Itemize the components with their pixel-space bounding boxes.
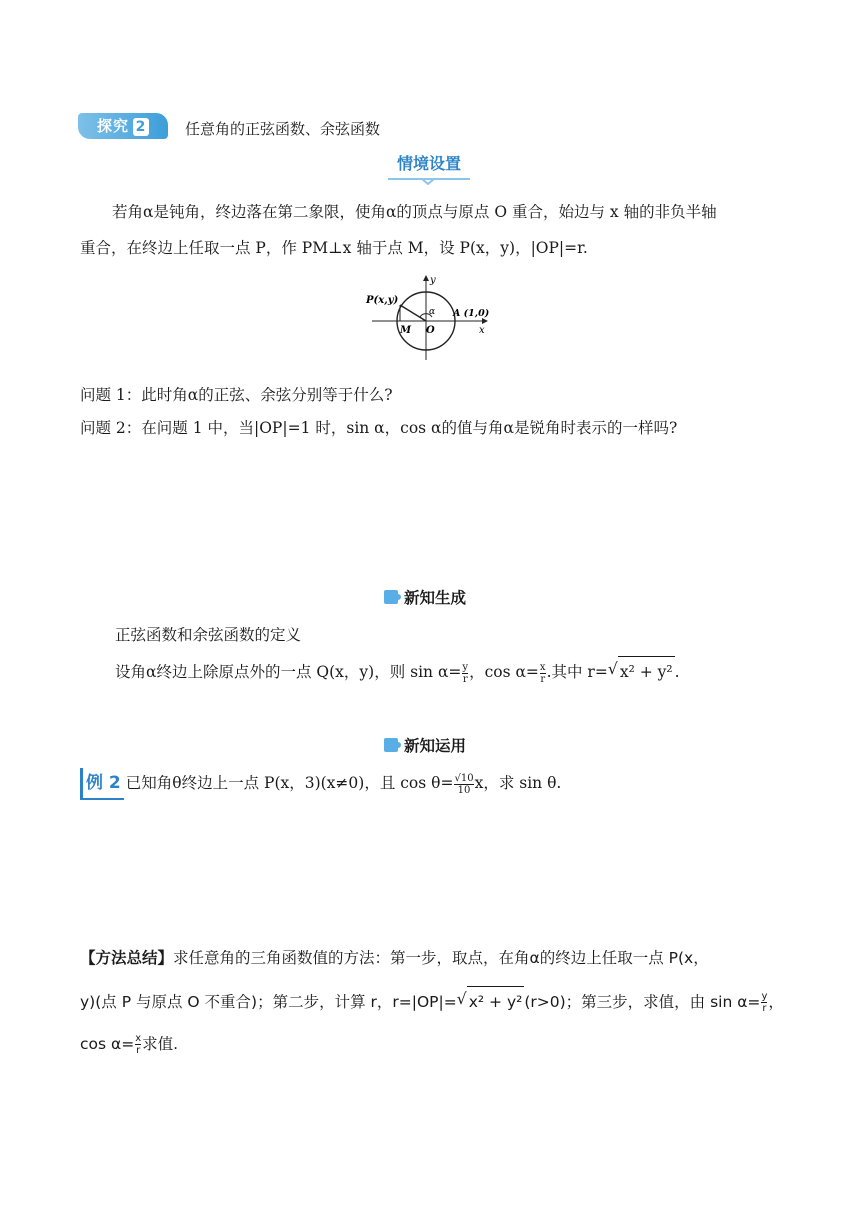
method-sqrt-expression: √ x² + y² (467, 986, 525, 1017)
method-line3-pre: cos α= (80, 1035, 135, 1053)
sin-denominator: r (462, 673, 468, 685)
explore-badge-number: 2 (133, 118, 149, 136)
question-1: 问题 1：此时角α的正弦、余弦分别等于什么? (80, 386, 393, 404)
method-cos-numerator: x (135, 1033, 142, 1044)
new-knowledge-heading-text: 新知生成 (404, 589, 467, 607)
cos-fraction (540, 662, 546, 685)
definition-text-mid: ，cos α= (469, 663, 539, 681)
scene-paragraph-line-1: 若角α是钝角，终边落在第二象限，使角α的顶点与原点 O 重合，始边与 x 轴的非负半轴 (112, 203, 717, 221)
example-text-pre: 已知角θ终边上一点 P(x，3)(x≠0)，且 cos θ= (125, 774, 454, 792)
scene-heading: 情境设置 (388, 152, 470, 180)
chevron-down-icon (421, 178, 435, 185)
application-heading (384, 734, 466, 756)
example-badge: 例 2 (80, 768, 124, 800)
cos-theta-denominator: 10 (454, 784, 473, 796)
point-p-label: P(x,y) (366, 295, 399, 306)
example-text-post: x，求 sin θ. (474, 774, 562, 792)
definition-formula (115, 656, 775, 687)
definition-text-end: . (674, 663, 680, 681)
method-summary-line-1 (80, 943, 780, 973)
cos-theta-numerator: √10 (454, 772, 474, 784)
cos-theta-fraction (454, 773, 473, 796)
method-line3-end: 求值. (142, 1035, 179, 1053)
alpha-label: α (429, 307, 436, 317)
sin-fraction (462, 662, 468, 685)
cos-denominator: r (540, 673, 546, 685)
x-axis-label: x (479, 325, 485, 336)
method-line2-end: ， (768, 993, 784, 1011)
sin-numerator: y (462, 661, 469, 673)
method-line2-mid: (r>0)；第三步，求值，由 sin α= (524, 993, 761, 1011)
method-summary-line-3 (80, 1029, 780, 1059)
method-summary-line-2 (80, 986, 785, 1017)
unit-circle-diagram (362, 272, 497, 364)
method-summary-label: 【方法总结】 (80, 949, 174, 967)
method-cos-fraction (135, 1033, 141, 1056)
scene-paragraph-line-2: 重合，在终边上任取一点 P，作 PM⊥x 轴于点 M，设 P(x，y)，|OP|=r. (80, 239, 588, 257)
definition-text-pre: 设角α终边上除原点外的一点 Q(x，y)，则 sin α= (115, 663, 462, 681)
origin-label: O (426, 325, 435, 336)
definition-title: 正弦函数和余弦函数的定义 (115, 626, 302, 644)
definition-text-post: .其中 r= (546, 663, 608, 681)
method-sin-numerator: y (761, 991, 768, 1002)
explore-badge (78, 113, 168, 139)
section-title: 任意角的正弦函数、余弦函数 (185, 120, 381, 138)
method-sin-fraction (761, 991, 767, 1014)
method-sin-denominator: r (762, 1003, 767, 1014)
application-heading-text: 新知运用 (404, 737, 467, 755)
point-a-label: A (1,0) (453, 308, 490, 319)
puzzle-icon (384, 738, 398, 752)
y-axis-label: y (430, 275, 436, 286)
puzzle-icon (384, 590, 398, 604)
r-sqrt-expression: √ x² + y² (618, 656, 675, 687)
method-line2-pre: y)(点 P 与原点 O 不重合)；第二步，计算 r，r=|OP|= (80, 993, 457, 1011)
example-2 (80, 768, 780, 800)
explore-badge-label: 探究 (96, 117, 129, 135)
question-2: 问题 2：在问题 1 中，当|OP|=1 时，sin α，cos α的值与角α是锐角时表示的一样吗? (80, 419, 678, 437)
cos-numerator: x (539, 661, 546, 673)
method-summary-text-1: 求任意角的三角函数值的方法：第一步，取点，在角α的终边上任取一点 P(x， (173, 949, 709, 967)
point-m-label: M (400, 325, 412, 336)
method-cos-denominator: r (136, 1045, 141, 1056)
new-knowledge-heading (384, 586, 466, 608)
